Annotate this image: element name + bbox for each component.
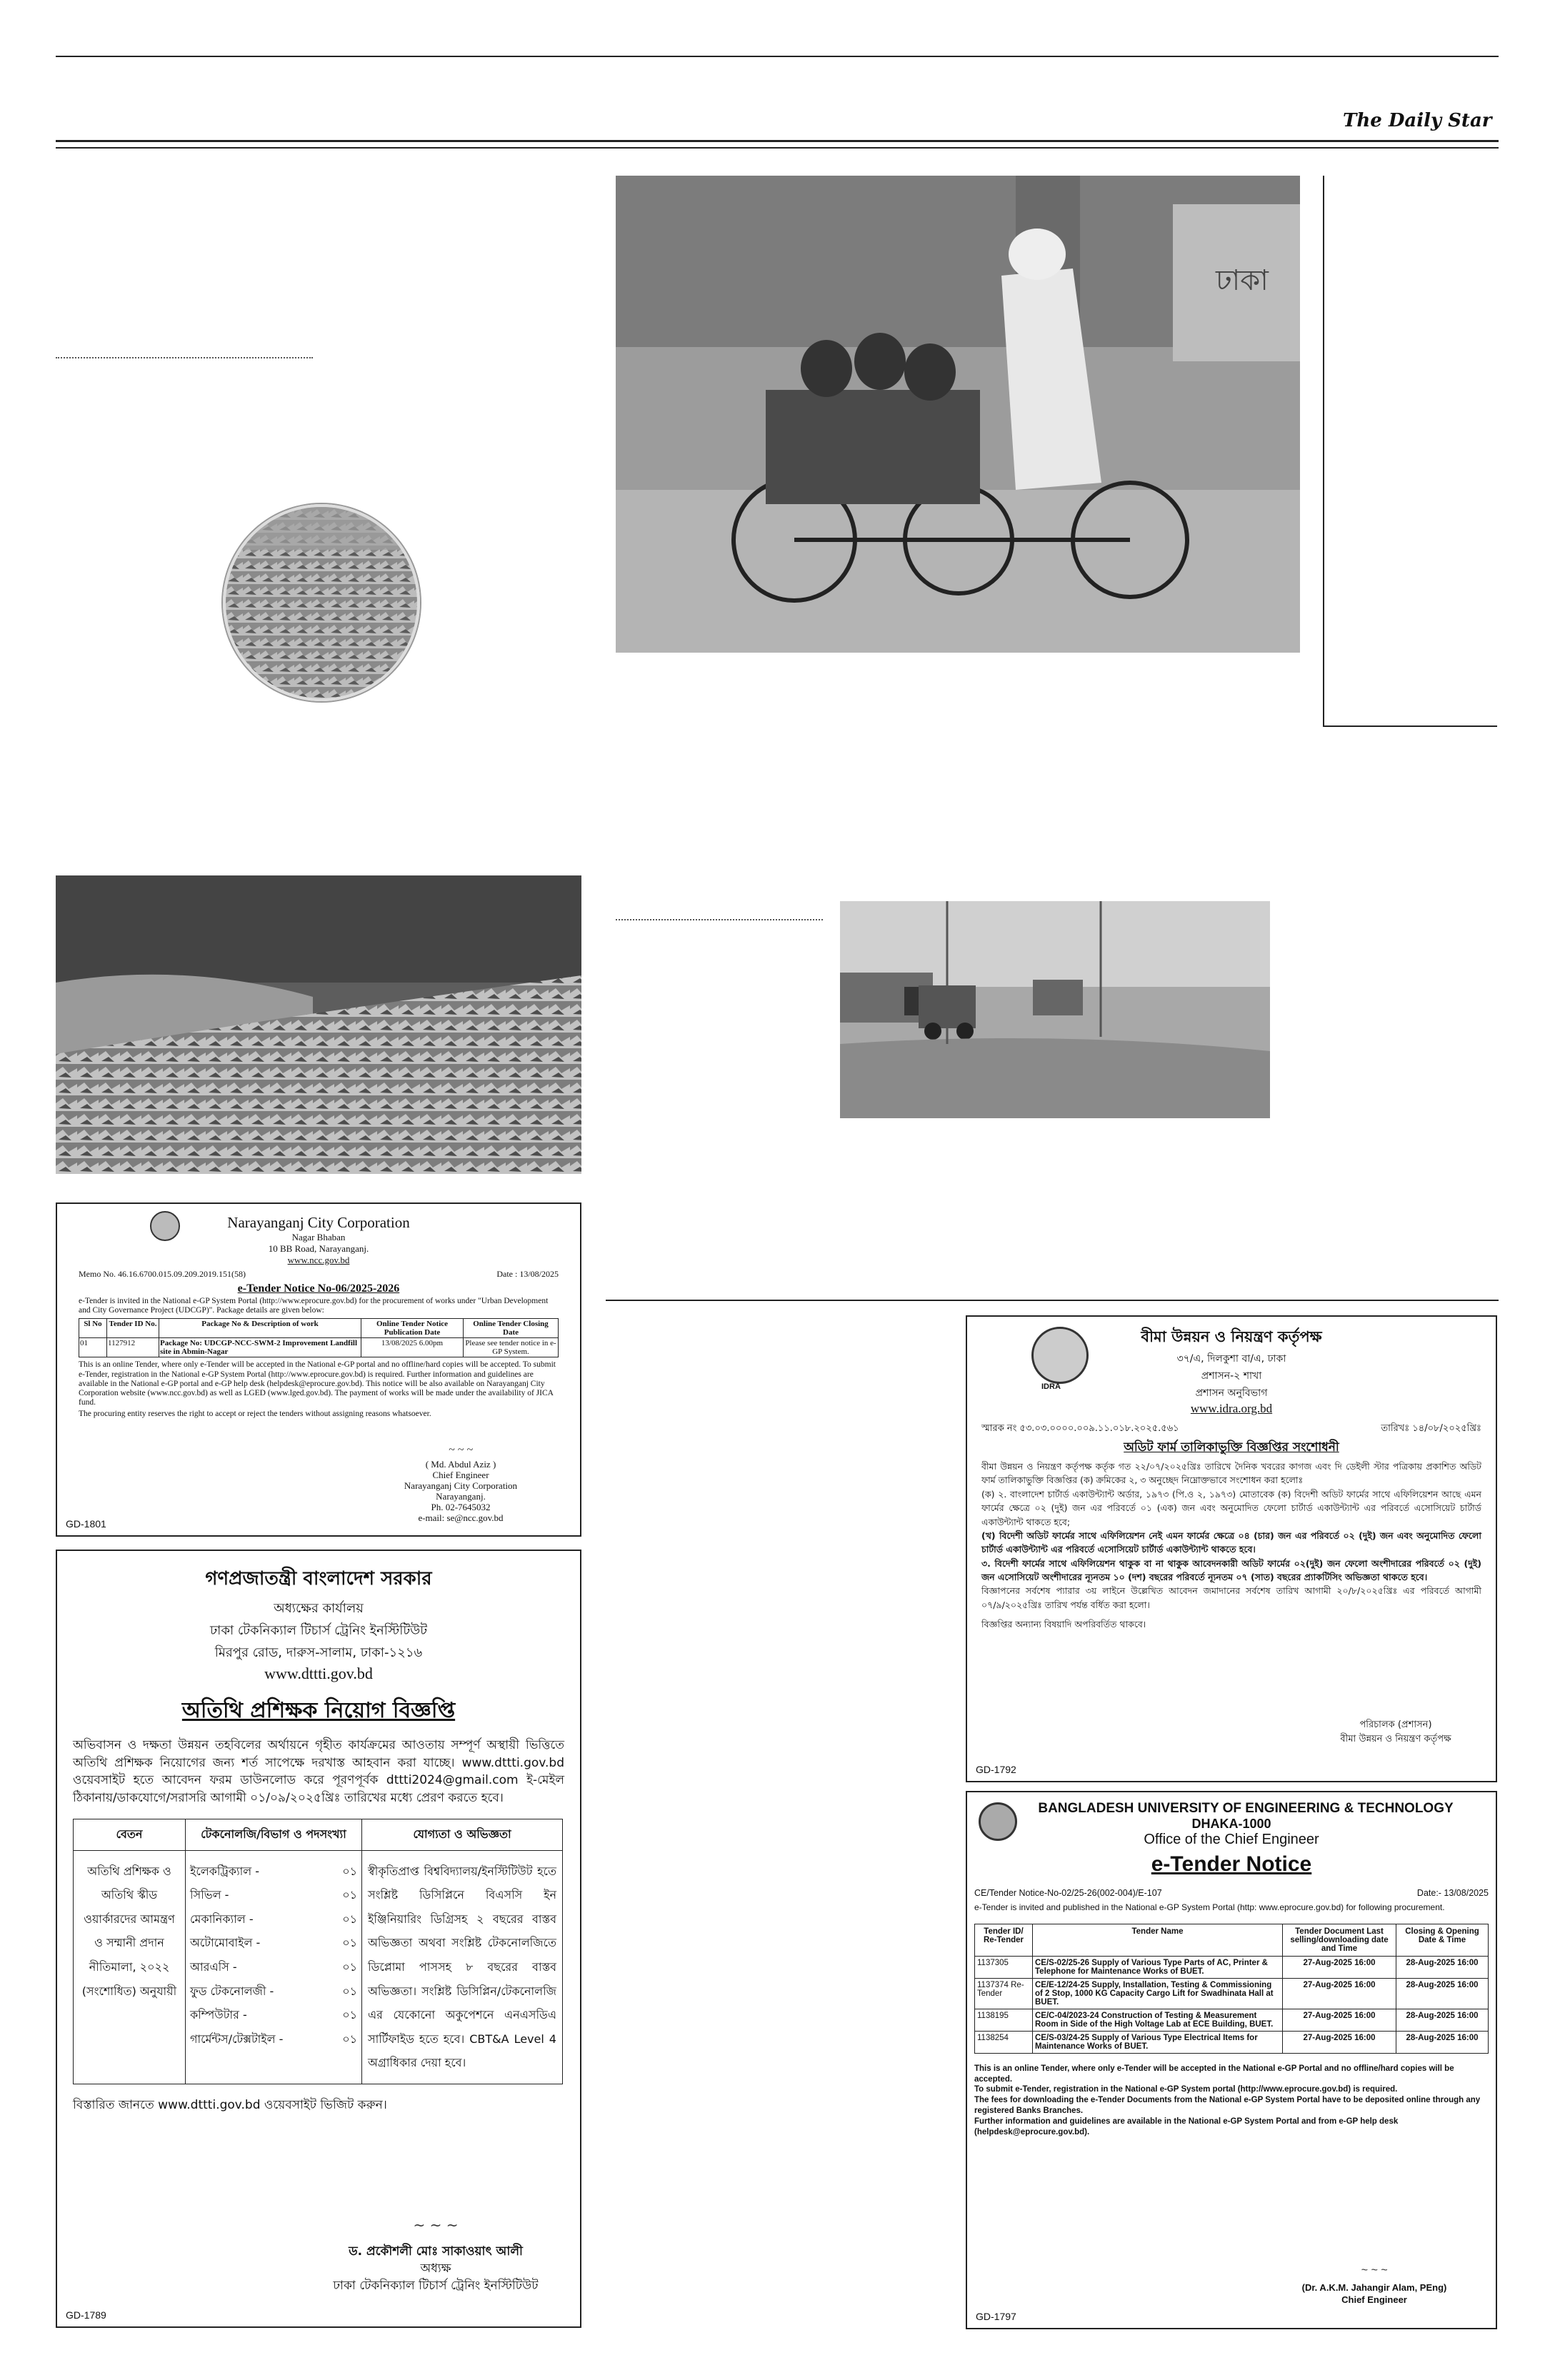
buet-col-header: Tender ID/ Re-Tender (975, 1924, 1033, 1956)
dttti-footer: বিস্তারিত জানতে www.dttti.gov.bd ওয়েবসাইট ভিজিট করুন। (73, 2097, 387, 2112)
dttti-signature-block (300, 2215, 571, 2294)
tech-name: গার্মেন্টস/টেক্সটাইল - (190, 2032, 284, 2046)
idra-logo (1031, 1327, 1089, 1384)
ncc-cell: 01 (79, 1338, 107, 1357)
buet-cell: 1138195 (975, 2009, 1033, 2031)
header-rule-1 (56, 140, 1499, 142)
tech-count: ০১ (342, 1984, 357, 1998)
right-column-border (1323, 725, 1497, 727)
idra-para: বিজ্ঞাপনের সর্বশেষ প্যারার ৩য় লাইনে উল্লেখিত আবেদন জমাদানের সর্বশেষ তারিখ আগামী ২০/৮/২০২৫খ্রিঃ এর পরিবর্তে আগামী ০৭/৯/২০২৫খ্রিঃ তারিখ পর্যন্ত বর্ধিত করা হলো। (981, 1585, 1481, 1610)
ncc-code: GD-1801 (66, 1518, 106, 1530)
ncc-cell: 13/08/2025 6.00pm (361, 1338, 464, 1357)
ncc-signature-block (371, 1444, 550, 1524)
dttti-address: মিরপুর রোড, দারুস-সালাম, ঢাকা-১২১৬ (214, 1645, 423, 1660)
buet-table (974, 1924, 1489, 2054)
masthead-logo: The Daily Star (1343, 110, 1492, 131)
buet-logo (979, 1802, 1017, 1841)
buet-cell: 27-Aug-2025 16:00 (1283, 1956, 1396, 1978)
tech-name: মেকানিক্যাল - (190, 1912, 254, 1926)
buet-cell: 1137305 (975, 1956, 1033, 1978)
buet-col-header: Tender Document Last selling/downloading date and Time (1283, 1924, 1396, 1956)
tech-count: ০১ (342, 2008, 357, 2022)
dttti-col-header: বেতন (74, 1819, 186, 1850)
buet-intro: e-Tender is invited and published in the National e-GP System Portal (http: www.eprocure.gov.bd) for following procurement. (974, 1902, 1445, 1912)
buet-footnote: To submit e-Tender, registration in the National e-GP System portal (http://www.eprocure.gov.bd) is required. (974, 2085, 1398, 2094)
ncc-title: e-Tender Notice No-06/2025-2026 (237, 1282, 400, 1295)
dttti-title: অতিথি প্রশিক্ষক নিয়োগ বিজ্ঞপ্তি (181, 1698, 456, 1723)
buet-sign-line: Chief Engineer (1341, 2294, 1407, 2305)
signature-scribble: ~ ~ ~ (1361, 2264, 1388, 2276)
ncc-memo: Memo No. 46.16.6700.015.09.209.2019.151(58) (79, 1269, 246, 1279)
idra-para: ৩. বিদেশী ফার্মের সাথে এফিলিয়েশন থাকুক বা না থাকুক আবেদনকারী অডিট ফার্মের ০২(দুই) জন ফেলো অংশীদারের পরিবর্তে ০২ (দুই) জন এসোসিয়েট অংশীদারের ন্যূনতম ১০ (দশ) বছরের পরিবর্তে ন্যূনতম ০৭ (সাত) বছরের প্র্যাকটিসিং অভিজ্ঞতা থাকতে হবে। (981, 1557, 1481, 1582)
ncc-body: This is an online Tender, where only e-Tender will be accepted in the National e-GP portal and no offline/hard copies will be accepted. To submit e-Tender, registration in the National e-GP System Portal (http://www.eprocure.gov.bd) is required. Further information and guidelines are available in the National e-GP portal and e-GP help desk (helpdesk@eprocure.gov.bd). This notice will be also available on Narayanganj City Corporation website (www.ncc.gov.bd) as well as LGED (www.lged.gov.bd). The payment of works will be made under the availability of JICA fund. (79, 1360, 556, 1407)
buet-cell: CE/S-03/24-25 Supply of Various Type Electrical Items for Maintenance Works of BUET. (1033, 2031, 1283, 2053)
signature-scribble: ~ ~ ~ (449, 1444, 473, 1456)
buet-footnote: The fees for downloading the e-Tender Documents from the National e-GP System Portal have to be deposited online through any registered Banks Branches. (974, 2096, 1481, 2116)
idra-date: তারিখঃ ১৪/০৮/২০২৫খ্রিঃ (1381, 1423, 1481, 1434)
ncc-signer: ( Md. Abdul Aziz ) (425, 1459, 496, 1470)
dttti-qualification: স্বীকৃতিপ্রাপ্ত বিশ্ববিদ্যালয়/ইনস্টিটিউট হতে সংশ্লিষ্ট ডিসিপ্লিনে বিএসসি ইন ইঞ্জিনিয়ারিং ডিগ্রিসহ ২ বছরের বাস্তব অভিজ্ঞতা অথবা সংশ্লিষ্ট টেকনোলজিতে ডিপ্লোমা পাসসহ ৮ বছরের বাস্তব অভিজ্ঞতা। সংশ্লিষ্ট ডিসিপ্লিন/টেকনোলজি এর যেকোনো অকুপেশনে এনএসডিএ সার্টিফাইড হতে হবে। CBT&A Level 4 অগ্রাধিকার দেয়া হবে। (362, 1850, 563, 2084)
idra-title: অডিট ফার্ম তালিকাভুক্তি বিজ্ঞপ্তির সংশোধনী (1124, 1440, 1339, 1455)
buet-cell: 28-Aug-2025 16:00 (1396, 1978, 1489, 2009)
right-column-border (1323, 176, 1324, 725)
dttti-code: GD-1789 (66, 2309, 106, 2321)
dttti-tech-list (186, 1850, 362, 2084)
buet-cell: 27-Aug-2025 16:00 (1283, 2031, 1396, 2053)
dttti-col-header: টেকনোলজি/বিভাগ ও পদসংখ্যা (186, 1819, 362, 1850)
ncc-sign-line: Narayanganj City Corporation (404, 1480, 518, 1491)
dttti-signer: ড. প্রকৌশলী মোঃ সাকাওয়াৎ আলী (349, 2244, 523, 2259)
buet-code: GD-1797 (976, 2311, 1016, 2322)
ncc-date: Date : 13/08/2025 (496, 1269, 559, 1279)
column-separator (616, 919, 823, 920)
dttti-table (73, 1819, 563, 2084)
buet-office: Office of the Chief Engineer (1144, 1832, 1319, 1847)
buet-signer: (Dr. A.K.M. Jahangir Alam, PEng) (1301, 2282, 1447, 2293)
ncc-col-header: Online Tender Closing Date (464, 1319, 559, 1338)
tech-name: অটোমোবাইল - (190, 1936, 261, 1950)
dttti-website[interactable]: www.dttti.gov.bd (264, 1665, 373, 1682)
buet-cell: CE/C-04/2023-24 Construction of Testing & Measurement Room in Side of the High Voltage Lab at ECE Building, BUET. (1033, 2009, 1283, 2031)
buet-cell: 27-Aug-2025 16:00 (1283, 2009, 1396, 2031)
buet-cell: CE/S-02/25-26 Supply of Various Type Parts of AC, Printer & Telephone for Maintenance Works of BUET. (1033, 1956, 1283, 1978)
ncc-col-header: Tender ID No. (107, 1319, 159, 1338)
idra-memo: স্মারক নং ৫৩.০৩.০০০০.০০৯.১১.০১৮.২০২৫.৫৬১ (981, 1423, 1179, 1434)
table-row (975, 1956, 1489, 1978)
idra-signature-block (1303, 1718, 1489, 1746)
buet-cell: 28-Aug-2025 16:00 (1396, 2031, 1489, 2053)
idra-para: (খ) বিদেশী অডিট ফার্মের সাথে এফিলিয়েশন নেই এমন ফার্মের ক্ষেত্রে ০৪ (চার) জন এর পরিবর্তে ০২ (দুই) জন এবং অনুমোদিত ফেলো চার্টার্ড একাউন্ট্যান্ট এর পরিবর্তে এসোসিয়েট চার্টার্ড একাউন্ট্যান্ট থাকতে হবে। (981, 1530, 1481, 1555)
signature-scribble: ~ ~ ~ (413, 2216, 459, 2234)
buet-footnote: Further information and guidelines are available in the National e-GP System Portal and from e-GP help desk (helpdesk@eprocure.gov.bd). (974, 2117, 1399, 2137)
dttti-sign-line: ঢাকা টেকনিক্যাল টিচার্স ট্রেনিং ইনস্টিটিউট (333, 2278, 539, 2293)
tech-count: ০১ (342, 1888, 357, 1902)
road-trucks-photo (840, 901, 1270, 1118)
rickshaw-rain-photo (616, 176, 1300, 653)
tech-count: ০১ (342, 2032, 357, 2046)
garbage-inset-photo (223, 504, 420, 701)
ncc-tender-notice (56, 1202, 581, 1537)
header-rule-2 (56, 147, 1499, 149)
tech-name: আরএসি - (190, 1959, 237, 1974)
idra-address: ৩৭/এ, দিলকুশা বা/এ, ঢাকা (1176, 1353, 1286, 1365)
ncc-emblem (150, 1211, 180, 1241)
ncc-body-2: The procuring entity reserves the right to accept or reject the tenders without assigning reasons whatsoever. (79, 1409, 431, 1418)
buet-footnote: This is an online Tender, where only e-Tender will be accepted in the National e-GP Portal and no offline/hard copies will be accepted. (974, 2064, 1454, 2084)
ncc-website[interactable]: www.ncc.gov.bd (287, 1255, 350, 1265)
dttti-salary: অতিথি প্রশিক্ষক ও অতিথি স্কীড ওয়ার্কারদের আমন্ত্রণ ও সম্মানী প্রদান নীতিমালা, ২০২২ (সংশোধিত) অনুযায়ী (74, 1850, 186, 2084)
ncc-cell: Please see tender notice in e-GP System. (464, 1338, 559, 1357)
tech-count: ০১ (342, 1959, 357, 1974)
garbage-dump-photo (56, 875, 581, 1174)
tech-name: ফুড টেকনোলজী - (190, 1984, 274, 1998)
buet-cell: CE/E-12/24-25 Supply, Installation, Testing & Commissioning of 2 Stop, 1000 KG Capacity Cargo Lift for Swadhinata Hall at BUET. (1033, 1978, 1283, 2009)
tech-name: কম্পিউটার - (190, 2008, 247, 2022)
ncc-col-header: Sl No (79, 1319, 107, 1338)
ncc-table (79, 1318, 559, 1357)
tech-count: ০১ (342, 1864, 357, 1878)
ncc-address-1: Nagar Bhaban (291, 1232, 346, 1242)
idra-website[interactable]: www.idra.org.bd (1190, 1402, 1273, 1415)
dttti-institute: ঢাকা টেকনিক্যাল টিচার্স ট্রেনিং ইনস্টিটিউট (209, 1623, 428, 1638)
idra-notice (966, 1315, 1497, 1782)
idra-logo-text: IDRA (1041, 1382, 1061, 1391)
buet-cell: 1137374 Re-Tender (975, 1978, 1033, 2009)
table-row (74, 1850, 563, 2084)
ncc-sign-line: Chief Engineer (432, 1469, 489, 1480)
buet-signature-block (1267, 2264, 1481, 2306)
ncc-sign-line: Narayanganj. (436, 1490, 486, 1502)
ncc-address-2: 10 BB Road, Narayanganj. (268, 1243, 369, 1254)
section-divider (606, 1300, 1499, 1301)
dttti-gov: গণপ্রজাতন্ত্রী বাংলাদেশ সরকার (205, 1568, 432, 1590)
buet-org: BANGLADESH UNIVERSITY OF ENGINEERING & TECHNOLOGY (1038, 1801, 1454, 1816)
table-row (975, 2031, 1489, 2053)
table-row (79, 1338, 559, 1357)
ncc-sign-line: e-mail: se@ncc.gov.bd (418, 1512, 504, 1523)
idra-para: বিজ্ঞপ্তির অন্যান্য বিষয়াদি অপরিবর্তিত থাকবে। (981, 1619, 1146, 1630)
idra-para: (ক) ২. বাংলাদেশ চার্টার্ড একাউন্ট্যান্ট অর্ডার, ১৯৭৩ (পি.ও ২, ১৯৭৩) মোতাবেক (ক) বিদেশী অডিট ফার্মের সাথে এফিলিয়েশন আছে এমন ফার্মের ক্ষেত্রে ০২ (দুই) জন এর পরিবর্তে ০১ (এক) জন এবং অনুমোদিত ফেলো চার্টার্ড একাউন্ট্যান্ট এর পরিবর্তে এসোসিয়েট চার্টার্ড একাউন্ট্যান্ট থাকতে হবে; (981, 1488, 1481, 1527)
idra-body: বীমা উন্নয়ন ও নিয়ন্ত্রণ কর্তৃপক্ষ কর্তৃক গত ২২/০৭/২০২৫খ্রিঃ তারিখে দৈনিক খবরের কাগজ এবং দি ডেইলী স্টার পত্রিকায় প্রকাশিত অডিট ফার্ম তালিকাভুক্তি বিজ্ঞপ্তির (ক) ক্রমিকের ২, ৩ অনুচ্ছেদ নিম্নোক্তভাবে সংশোধন করা হলোঃ (981, 1461, 1481, 1486)
ncc-cell: Package No: UDCGP-NCC-SWM-2 Improvement Landfill site in Abmin-Nagar (159, 1338, 361, 1357)
dttti-col-header: যোগ্যতা ও অভিজ্ঞতা (362, 1819, 563, 1850)
idra-branch: প্রশাসন-২ শাখা (1201, 1370, 1262, 1382)
top-rule (56, 56, 1499, 57)
dttti-sign-line: অধ্যক্ষ (420, 2261, 451, 2276)
buet-title: e-Tender Notice (1151, 1852, 1312, 1876)
idra-code: GD-1792 (976, 1764, 1016, 1775)
buet-col-header: Closing & Opening Date & Time (1396, 1924, 1489, 1956)
buet-tender-notice (966, 1791, 1497, 2329)
idra-sub: প্রশাসন অনুবিভাগ (1195, 1387, 1268, 1399)
tech-count: ০১ (342, 1936, 357, 1950)
tech-name: ইলেকট্রিক্যাল - (190, 1864, 260, 1878)
ncc-org: Narayanganj City Corporation (227, 1214, 410, 1231)
dttti-intro: অভিবাসন ও দক্ষতা উন্নয়ন তহবিলের অর্থায়নে গৃহীত কার্যক্রমের আওতায় সম্পূর্ণ অস্থায়ী ভিত্তিতে অতিথি প্রশিক্ষক নিয়োগের জন্য শর্ত সাপেক্ষে দরখাস্ত আহবান করা যাচ্ছে। www.dttti.gov.bd ওয়েবসাইট হতে আবেদন ফরম ডাউনলোড করে পূরণপূর্বক dttti2024@gmail.com ই-মেইল ঠিকানায়/ডাকযোগে/সরাসরি আগামী ০১/০৯/২০২৫খ্রিঃ তারিখের মধ্যে প্রেরণ করতে হবে। (73, 1738, 564, 1805)
tech-name: সিভিল - (190, 1888, 229, 1902)
buet-ref: CE/Tender Notice-No-02/25-26(002-004)/E-107 (974, 1888, 1162, 1898)
ncc-sign-line: Ph. 02-7645032 (431, 1501, 491, 1512)
ncc-cell: 1127912 (107, 1338, 159, 1357)
dttti-office: অধ্যক্ষের কার্যালয় (274, 1601, 364, 1616)
column-separator (56, 357, 313, 358)
ncc-col-header: Online Tender Notice Publication Date (361, 1319, 464, 1338)
buet-cell: 1138254 (975, 2031, 1033, 2053)
idra-org: বীমা উন্নয়ন ও নিয়ন্ত্রণ কর্তৃপক্ষ (1141, 1328, 1322, 1345)
tech-count: ০১ (342, 1912, 357, 1926)
ncc-intro: e-Tender is invited in the National e-GP System Portal (http://www.eprocure.gov.bd) for the procurement of works under "Urban Development and City Governance Project (UDCGP)". Package details are given below: (79, 1297, 549, 1315)
idra-sign-line: বীমা উন্নয়ন ও নিয়ন্ত্রণ কর্তৃপক্ষ (1340, 1733, 1451, 1744)
idra-sign-line: পরিচালক (প্রশাসন) (1359, 1719, 1432, 1730)
buet-cell: 28-Aug-2025 16:00 (1396, 1956, 1489, 1978)
table-row (975, 1978, 1489, 2009)
buet-col-header: Tender Name (1033, 1924, 1283, 1956)
svg-text:ঢাকা: ঢাকা (1216, 264, 1269, 297)
buet-cell: 28-Aug-2025 16:00 (1396, 2009, 1489, 2031)
table-row (975, 2009, 1489, 2031)
buet-cell: 27-Aug-2025 16:00 (1283, 1978, 1396, 2009)
buet-date: Date:- 13/08/2025 (1416, 1888, 1489, 1898)
ncc-col-header: Package No & Description of work (159, 1319, 361, 1338)
dttti-recruitment-notice (56, 1550, 581, 2328)
buet-city: DHAKA-1000 (1191, 1817, 1271, 1831)
